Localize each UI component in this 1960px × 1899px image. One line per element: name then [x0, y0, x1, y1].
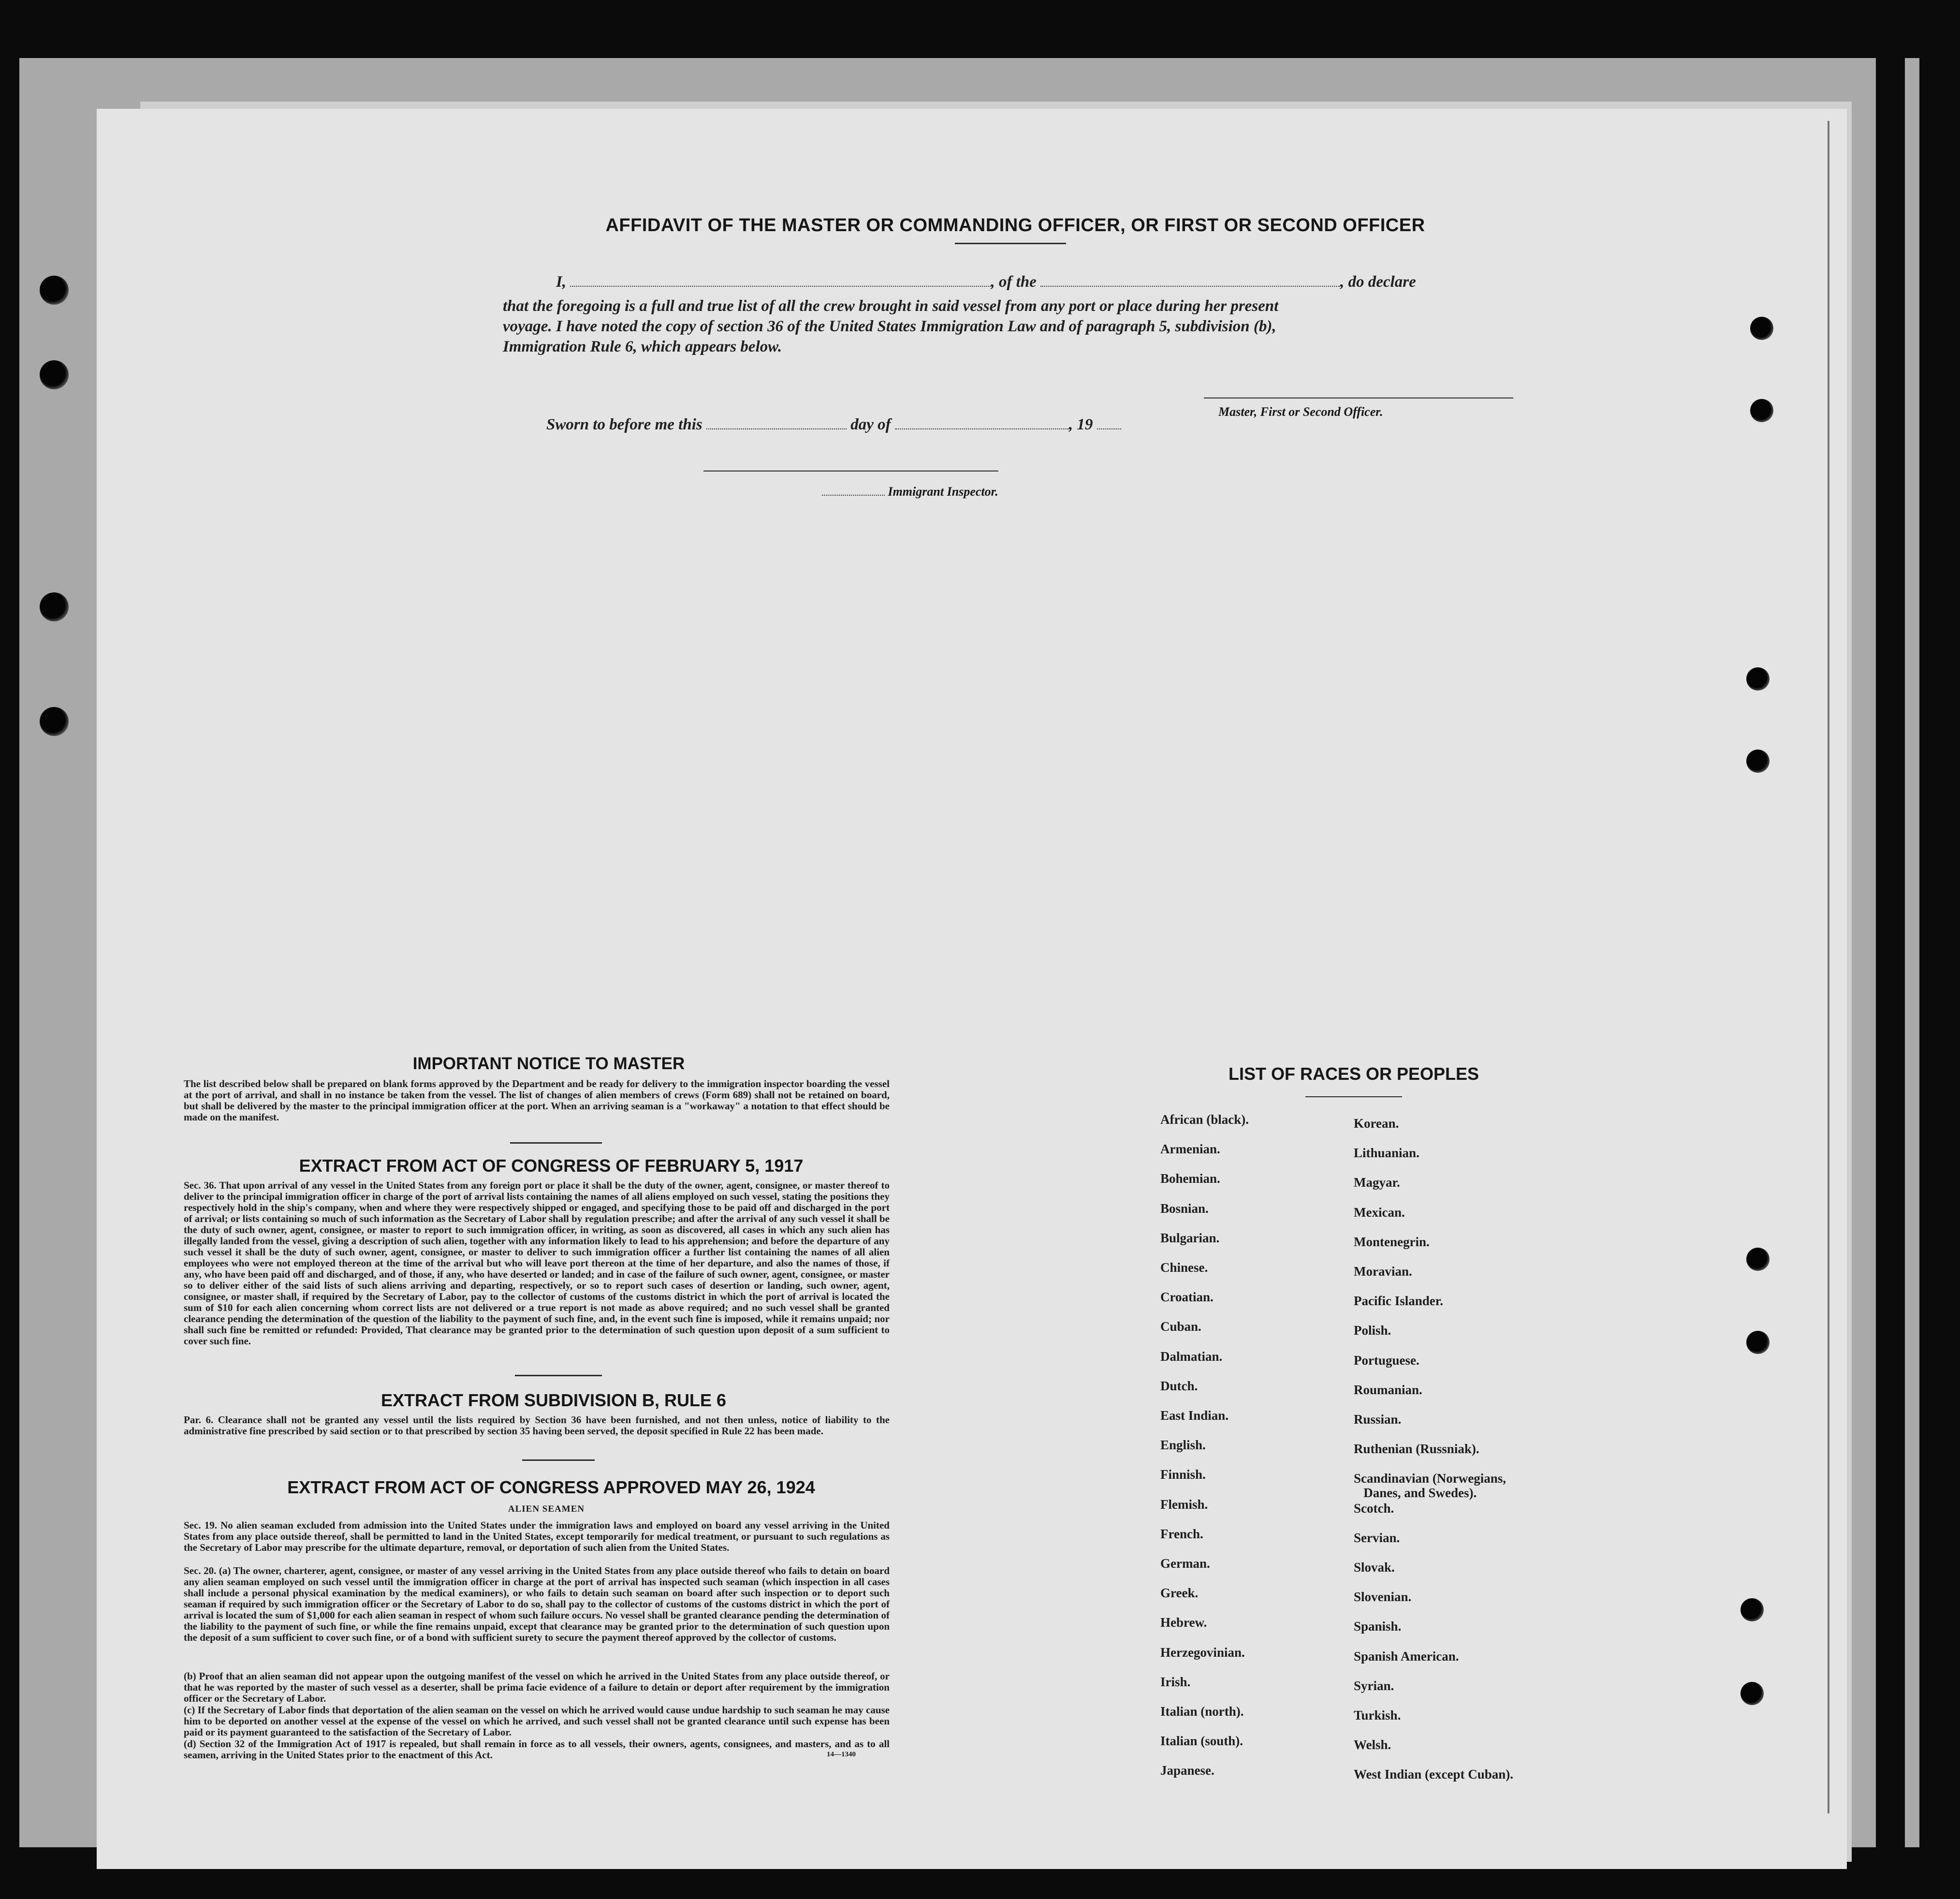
- races-title: LIST OF RACES OR PEOPLES: [1228, 1064, 1479, 1084]
- race-item: Pacific Islander.: [1354, 1294, 1443, 1309]
- binder-hole: [40, 360, 69, 389]
- declaration-i: I,: [556, 273, 567, 291]
- sworn-day-blank[interactable]: [706, 428, 847, 429]
- race-item: Syrian.: [1354, 1678, 1394, 1693]
- sworn-month-blank[interactable]: [895, 428, 1069, 429]
- officer-signature-line[interactable]: [1204, 397, 1513, 398]
- binder-hole: [1746, 1248, 1770, 1271]
- race-item: Welsh.: [1354, 1737, 1391, 1752]
- extract-rule6-text: Par. 6. Clearance shall not be granted any vessel until the lists required by Section 36 have been furnished, and not then unless, notice of liability to the administrative fine prescribed by said section or to that prescribed by section 35 having been served, the deposit specified in Rule 22 has been made.: [184, 1414, 890, 1437]
- binder-hole: [1750, 399, 1773, 422]
- declaration-of-the: , of the: [991, 273, 1037, 291]
- divider-2: [515, 1375, 602, 1376]
- race-item: Chinese.: [1160, 1260, 1208, 1275]
- race-item: Moravian.: [1354, 1264, 1412, 1279]
- declaration-line-2: that the foregoing is a full and true list of all the crew brought in said vessel from any port or place during her present: [503, 297, 1279, 315]
- race-item: East Indian.: [1160, 1408, 1229, 1423]
- sworn-line: [546, 416, 1223, 434]
- race-item: Herzegovinian.: [1160, 1645, 1245, 1660]
- race-item: Italian (north).: [1160, 1704, 1244, 1719]
- sworn-label: Sworn to before me this: [546, 416, 702, 433]
- races-rule: [1305, 1096, 1402, 1097]
- race-item: Turkish.: [1354, 1708, 1401, 1722]
- race-item: Slovak.: [1354, 1560, 1395, 1575]
- divider-3: [522, 1459, 595, 1461]
- extract-rule6-title: EXTRACT FROM SUBDIVISION B, RULE 6: [380, 1390, 727, 1410]
- inspector-caption-text: Immigrant Inspector.: [888, 485, 998, 499]
- race-item: Bulgarian.: [1160, 1230, 1220, 1245]
- page-edge-line: [1876, 0, 1905, 1899]
- extract-1924-subtitle: ALIEN SEAMEN: [508, 1504, 585, 1514]
- race-item: Irish.: [1160, 1674, 1191, 1689]
- notice-title: IMPORTANT NOTICE TO MASTER: [412, 1054, 685, 1073]
- extract-1917-text: Sec. 36. That upon arrival of any vessel in the United States from any foreign port or place it shall be the duty of the owner, agent, consignee, or master thereof to deliver to the principal immigration officer in charge of the port of arrival lists containing the names of all aliens employed on such vessel, stating the positions they respectively hold in the ship's company, when and where they were respectively shipped or engaged, and specifying those to be paid off and discharged in the port of arrival; or lists containing so much of such information as the Secretary of Labor shall by regulation prescribe; and after the arrival of any such vessel it shall be the duty of such owner, agent, consignee, or master to report to such immigration officer, in writing, as soon as discovered, all cases in which any such alien has illegally landed from the vessel, giving a description of such alien, together with any information likely to lead to his apprehension; and before the departure of any such vessel it shall be the duty of such owner, agent, consignee, or master to deliver to such immigration officer a further list containing the names of all alien employees who were not employed thereon at the time of the arrival but who will leave port thereon at the time of her departure, and also the names of those, if any, who have been paid off and discharged, and of those, if any, who have deserted or landed; and in case of the failure of such owner, agent, consignee, or master so to deliver either of the said lists of such aliens arriving and departing, respectively, or so to report such cases of desertion or landing, such owner, agent, consignee, or master shall, if required by the Secretary of Labor, pay to the collector of customs of the customs district in which the port of arrival is located the sum of $10 for each alien concerning whom correct lists are not delivered or a true report is not made as above required; and no such vessel shall be granted clearance pending the determination of the question of the liability to the payment of such fine, and, in the event such fine is imposed, while it remains unpaid; nor shall such fine be remitted or refunded: Provided, That clearance may be granted prior to the determination of such question upon deposit of a sum sufficient to cover such fine.: [184, 1179, 890, 1347]
- binder-hole: [1741, 1682, 1764, 1705]
- day-of-label: day of: [850, 416, 891, 433]
- race-item: Armenian.: [1160, 1142, 1220, 1157]
- inspector-blank: [822, 494, 885, 496]
- binder-hole: [1746, 750, 1770, 773]
- race-item: West Indian (except Cuban).: [1354, 1767, 1514, 1782]
- divider-1: [510, 1142, 602, 1144]
- race-item: Bohemian.: [1160, 1171, 1220, 1186]
- race-item: Ruthenian (Russniak).: [1354, 1442, 1479, 1457]
- page-edge-line: [1828, 121, 1829, 1813]
- race-item: Spanish.: [1354, 1619, 1402, 1634]
- race-item: Flemish.: [1160, 1497, 1208, 1512]
- race-item: Italian (south).: [1160, 1734, 1243, 1749]
- race-item: Japanese.: [1160, 1763, 1214, 1778]
- race-item: Polish.: [1354, 1323, 1391, 1338]
- race-item: Magyar.: [1354, 1175, 1400, 1190]
- race-item: Dalmatian.: [1160, 1349, 1223, 1364]
- extract-1924-title: EXTRACT FROM ACT OF CONGRESS APPROVED MAY 26, 1924: [287, 1477, 815, 1497]
- race-item: Portuguese.: [1354, 1353, 1419, 1368]
- inspector-caption: [822, 485, 1015, 499]
- binder-hole: [1741, 1598, 1764, 1621]
- race-item: Roumanian.: [1354, 1382, 1422, 1397]
- name-blank[interactable]: [570, 285, 991, 287]
- race-item: Scotch.: [1354, 1501, 1394, 1516]
- sworn-year-blank[interactable]: [1097, 428, 1121, 429]
- race-item: French.: [1160, 1526, 1203, 1541]
- race-item: Mexican.: [1354, 1205, 1405, 1220]
- year-label: , 19: [1068, 416, 1093, 433]
- officer-caption: Master, First or Second Officer.: [1218, 405, 1383, 419]
- race-item: Greek.: [1160, 1586, 1199, 1601]
- race-item: Lithuanian.: [1354, 1146, 1419, 1161]
- title-rule: [955, 243, 1066, 244]
- extract-1924-sec20c: (c) If the Secretary of Labor finds that deportation of the alien seaman on the vessel on which he arrived would cause undue hardship to such seaman he may cause him to be deported on another vessel at the expense of the vessel on which he arrived, and such vessel shall not be granted clearance until such expense has been paid or its payment guaranteed to the satisfaction of the Secretary of Labor.: [184, 1704, 890, 1738]
- binder-hole: [1746, 667, 1770, 691]
- race-item: Croatian.: [1160, 1290, 1214, 1305]
- extract-1917-title: EXTRACT FROM ACT OF CONGRESS OF FEBRUARY 5, 1917: [299, 1156, 804, 1176]
- race-item: African (black).: [1160, 1112, 1249, 1127]
- binder-hole: [1750, 317, 1773, 340]
- race-item: German.: [1160, 1556, 1210, 1571]
- race-item: Servian.: [1354, 1530, 1400, 1545]
- binder-hole: [40, 592, 69, 621]
- declaration-line-1: [556, 273, 1620, 291]
- race-item: Bosnian.: [1160, 1201, 1209, 1216]
- extract-1924-sec20a: Sec. 20. (a) The owner, charterer, agent, consignee, or master of any vessel arriving in the United States from any place outside thereof who fails to detain on board any alien seaman employed on such vessel until the immigration officer in charge at the port of arrival has inspected such seaman (which inspection in all cases shall include a personal physical examination by the medical examiners), or who fails to detain such seaman on board after such inspection or to deport such seaman if required by such immigration officer or the Secretary of Labor to do so, shall pay to the collector of customs of the customs district in which the port of arrival is located the sum of $1,000 for each alien seaman in respect of whom such failure occurs. No vessel shall be granted clearance pending the determination of the liability to the payment of such fine, or while the fine remains unpaid, except that clearance may be granted prior to the determination of such question upon the deposit of a sum sufficient to cover such fine, or of a bond with sufficient surety to secure the payment thereof approved by the collector of customs.: [184, 1565, 890, 1643]
- race-item: Montenegrin.: [1354, 1234, 1430, 1249]
- document-page: [97, 109, 1847, 1869]
- binder-hole: [40, 276, 69, 305]
- extract-1924-sec20b: (b) Proof that an alien seaman did not appear upon the outgoing manifest of the vessel on which he arrived in the United States from any place outside thereof, or that he was reported by the master of such vessel as a deserter, shall be prima facie evidence of a failure to detain or deport after requirement by the immigration officer or the Secretary of Labor.: [184, 1670, 890, 1704]
- race-item: Hebrew.: [1160, 1615, 1207, 1630]
- race-item: Finnish.: [1160, 1467, 1206, 1482]
- binder-hole: [1746, 1331, 1770, 1354]
- race-item: Dutch.: [1160, 1378, 1198, 1393]
- notice-text: The list described below shall be prepared on blank forms approved by the Department and be ready for delivery to the immigration inspector boarding the vessel at the port of arrival, and shall in no instance be taken from the vessel. The list of changes of alien members of crews (Form 689) shall not be retained on board, but shall be delivered by the master to the principal immigration officer at the port. When an arriving seaman is a "workaway" a notation to that effect should be made on the manifest.: [184, 1078, 890, 1123]
- race-item: Scandinavian (Norwegians, Danes, and Swedes).: [1354, 1471, 1507, 1501]
- declaration-line-3: voyage. I have noted the copy of section 36 of the United States Immigration Law and of paragraph 5, subdivision (b),: [503, 318, 1276, 335]
- declaration-line-4: Immigration Rule 6, which appears below.: [503, 338, 782, 355]
- race-item: Cuban.: [1160, 1319, 1201, 1334]
- extract-1924-sec20d: (d) Section 32 of the Immigration Act of 1917 is repealed, but shall remain in force as to all vessels, their owners, agents, consignees, and masters, and as to all seamen, arriving in the United States prior to the enactment of this Act.: [184, 1738, 890, 1761]
- binder-hole: [40, 707, 69, 736]
- race-item: English.: [1160, 1438, 1206, 1453]
- form-number: 14—1340: [827, 1751, 856, 1758]
- vessel-blank[interactable]: [1040, 285, 1340, 287]
- race-item: Slovenian.: [1354, 1590, 1412, 1605]
- race-item: Spanish American.: [1354, 1649, 1459, 1663]
- race-item: Korean.: [1354, 1116, 1399, 1131]
- declaration-declare: , do declare: [1340, 273, 1416, 291]
- affidavit-title: AFFIDAVIT OF THE MASTER OR COMMANDING OFFICER, OR FIRST OR SECOND OFFICER: [605, 215, 1425, 236]
- race-item: Russian.: [1354, 1412, 1402, 1427]
- extract-1924-sec19: Sec. 19. No alien seaman excluded from admission into the United States under the immigration laws and employed on board any vessel arriving in the United States from any place outside thereof, shall be permitted to land in the United States, except temporarily for medical treatment, or pursuant to such regulations as the Secretary of Labor may prescribe for the ultimate departure, removal, or deportation of such alien from the United States.: [184, 1519, 890, 1553]
